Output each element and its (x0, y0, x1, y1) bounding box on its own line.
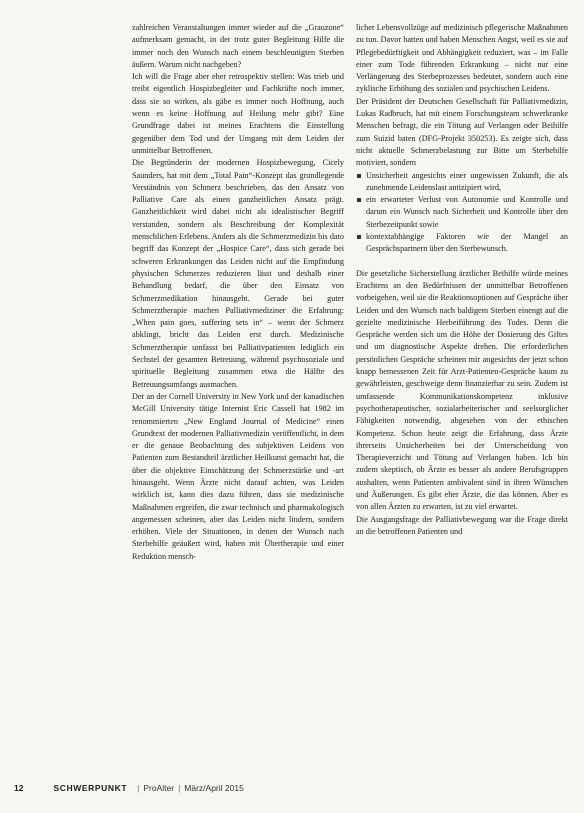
magazine-name: ProAlter (143, 783, 175, 793)
paragraph: zahlreichen Veranstaltungen immer wieder auf die „Grauzone“ aufmerksam gemacht, in der trotz guter Begleitung Hilfe die immer noch den Wunsch nach einem beschleunigten Sterben äußern. Warum nicht nachgeben? (132, 23, 344, 69)
list-item: Unsicherheit angesichts einer ungewissen Zukunft, die als zunehmende Leidenslast antizipiert wird, (356, 170, 568, 195)
footer-separator: | (178, 783, 181, 793)
paragraph: Die Begründerin der modernen Hospizbewegung, Cicely Saunders, hat mit dem „Total Pain“-Konzept das grundlegende Verständnis von Schmerz beschrieben, das den Ansatz von Palliative Care als einen ganzheitlichen Ansatz prägt. Ganzheitlichkeit wird dabei nicht als idealistischer Begriff verstanden, sondern als Beschreibung der Komplexität menschlichen Erlebens. Anders als die Schmerzmedizin bis dato begriff das Konzept der „Hospice Care“, dass sich gerade bei schweren Erkrankungen das Leiden nicht auf die Empfindung physischen Schmerzes reduzieren lässt und deshalb einer Behandlung bedarf, die über den Einsatz von Schmerzmedikation hinausgeht. Gerade bei guter Schmerztherapie machen Palliativmediziner die Erfahrung: „When pain goes, suffering sets in“ – wenn der Schmerz abklingt, bricht das Leiden erst durch. Medizinische Schmerztherapie umfasst bei Palliativpatienten lediglich ein Sechstel der gesamten Betreuung, während psychosoziale und spirituelle Begleitung zusammen etwa die Hälfte des Betreuungsumfangs ausmachen. (132, 158, 344, 389)
page-number: 12 (14, 783, 24, 793)
paragraph: Der an der Cornell University in New York und der kanadischen McGill University tätige Internist Eric Cassell hat 1982 im renommierten „New England Journal of Medicine“ einen Grundtext der modernen Palliativmedizin veröffentlicht, in dem er die genaue Beobachtung des subjektiven Leidens von Patienten zum Bestandteil ärztlicher Heilkunst gemacht hat, die über die objektive Einschätzung der Schmerzstärke und -art hinausgeht. Wenn Ärzte nicht darauf achten, was Leiden wirklich ist, kann dies dazu führen, dass sie medizinische Maßnahmen ergreifen, die zwar technisch und pharmakologisch angemessen scheinen, aber das Leiden nicht lindern, sondern erhöhen. Viele der Situationen, in denen der Wunsch nach Sterbehilfe geäußert wird, haben mit Übertherapie und einer Reduktion mensch- (132, 391, 344, 561)
footer-separator: | (137, 783, 140, 793)
left-column (132, 22, 344, 563)
issue-date: März/April 2015 (184, 783, 244, 793)
page-footer (14, 783, 570, 793)
list-item: ein erwarteter Verlust von Autonomie und Kontrolle und darum ein Wunsch nach Sicherheit und Kontrolle über den Sterbezeitpunkt sowie (356, 194, 568, 231)
paragraph: Die gesetzliche Sicherstellung ärztlicher Beihilfe würde meines Erachtens an den Bedürfnissen der unmittelbar Betroffenen vorbeigehen, weil sie die Reaktionsoptionen auf Gespräche über Leiden und den Wunsch nach baldigem Sterben einengt auf die gezielte medizinische Herbeiführung des Todes. Denn die Gespräche werden sich um die Höhe der Dosierung des Giftes und um diagnostische Aspekte drehen. Die erforderlichen persönlichen Gespräche scheinen mir angesichts der jetzt schon knapp bemessenen Zeit für Arzt-Patienten-Gespräche kaum zu gewährleisten, geschweige denn finanzierbar zu sein. Zudem ist umfassende Kommunikationskompetenz inklusive psychotherapeutischer, sozialarbeiterischer und seelsorglicher Fähigkeiten notwendig, abgesehen von der ethischen Kompetenz. Schon heute zeigt die Erfahrung, dass Ärzte ihrerseits Unsicherheiten bei der Unterscheidung von Therapieverzicht und Tötung auf Verlangen haben. Ich bin zudem skeptisch, ob Ärzte es besser als andere Berufsgruppen aushalten, wenn Patienten ambivalent sind in ihren Wünschen und Äußerungen. Es gibt eher Ärzte, die das können. Aber es von allen Ärzten zu erwarten, ist zu viel erwartet. (356, 268, 568, 512)
paragraph: Der Präsident der Deutschen Gesellschaft für Palliativmedizin, Lukas Radbruch, hat mit einem Forschungsteam schwerkranke Menschen befragt, die ein Tötung auf Verlangen oder Beihilfe zum Suizid baten (DFG-Projekt 350253). Es zeigte sich, dass nicht aktuelle Schmerzbelastung zur Bitte um Sterbehilfe motiviert, sondern (356, 96, 568, 168)
bullet-list (356, 170, 568, 256)
section-label: SCHWERPUNKT (53, 783, 128, 793)
paragraph: Die Ausgangsfrage der Palliativbewegung war die Frage direkt an die betroffenen Patienten und (356, 514, 568, 536)
list-item: kontextabhängige Faktoren wie der Mangel an Gesprächspartnern über den Sterbewunsch. (356, 231, 568, 256)
right-column (356, 22, 568, 538)
paragraph: Ich will die Frage aber eher retrospektiv stellen: Was trieb und treibt eigentlich Hospizbegleiter und Fachkräfte noch immer, dass sie so wirken, als gäbe es immer noch Hoffnung, auch wenn es keine Hoffnung auf Heilung mehr gibt? Eine Grundfrage dabei ist meines Erachtens die Einstellung gegenüber dem Tod und der Umgang mit dem Leiden der unmittelbar Betroffenen. (132, 72, 344, 155)
paragraph: licher Lebensvollzüge auf medizinisch pflegerische Maßnahmen zu tun. Davor hatten und haben Menschen Angst, weil es sie auf Pflegebedürftigkeit und Abhängigkeit reduziert, was – im Falle einer zum Tode führenden Erkrankung – nicht nur eine Verlängerung des Sterbeprozesses bedeutet, sondern auch eine zyklische Erhöhung des sozialen und psychischen Leidens. (356, 23, 568, 94)
